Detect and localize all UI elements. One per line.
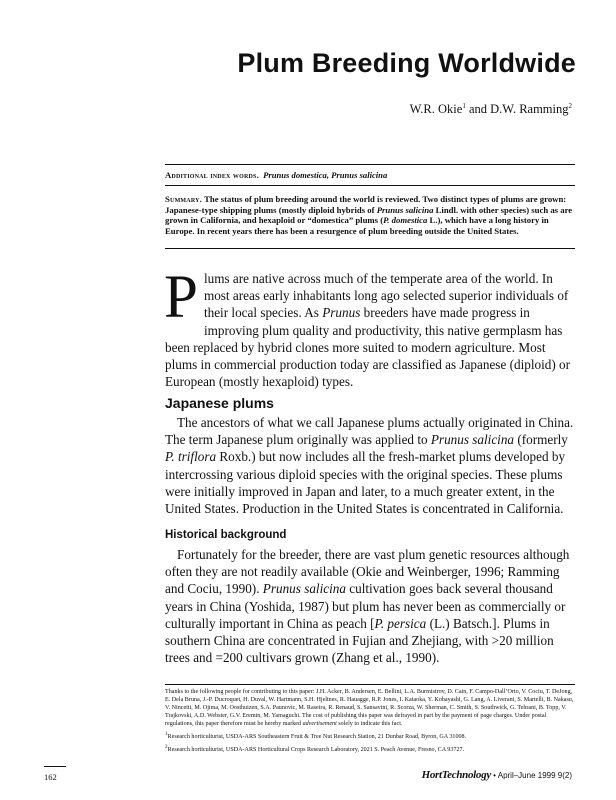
- intro-paragraph: Plums are native across much of the temperate area of the world. In most areas early inhabitants long ago selected superior individuals of their local species. As Prunus breeders have made progress in improving plum quality and productivity, this native germplasm has been replaced by hybrid clones more suited to modern agriculture. Most plums in commercial production today are classified as Japanese (diploid) or European (mostly hexaploid) types.: [164, 264, 571, 390]
- author-line: [410, 102, 572, 117]
- footnote-1: $^1$Research horticulturist, USDA-ARS Southeastern Fruit & Tree Nut Research Station, 21 Dunbar Road, Byron, GA 31008.: [165, 731, 467, 741]
- page-number: 162: [44, 772, 57, 782]
- drop-cap: P: [164, 264, 198, 331]
- author-ramming: D.W. Ramming: [490, 102, 569, 117]
- summary: Summary. The status of plum breeding around the world is reviewed. Two distinct types of plums are grown: Japanese-type shipping plums (mostly diploid hybrids of Prunus salicina Lindl. with other species) such as are grown in California, and hexaploid or “domestica” plums (P. domestica L.), which have a long history in Europe. In recent years there has been a resurgence of plum breeding outside the United States.: [165, 194, 573, 236]
- index-words-label: Additional index words.: [165, 170, 259, 180]
- author-conjunction: and: [465, 102, 491, 117]
- summary-label: Summary.: [165, 194, 203, 204]
- page-number-rule: [44, 766, 66, 767]
- issue-info: • April–June 1999 9(2): [490, 771, 572, 780]
- index-words: [165, 170, 575, 180]
- author-okie-footnote-mark: 1: [462, 102, 466, 110]
- footnote-rule: [165, 684, 575, 685]
- author-okie: W.R. Okie: [409, 102, 463, 117]
- author-ramming-footnote-mark: 2: [568, 102, 572, 110]
- paragraph-japanese-plums: The ancestors of what we call Japanese plums actually originated in China. The term Japanese plum originally was applied to Prunus salicina (formerly P. triflora Roxb.) but now includes all the fresh-market plums developed by intercrossing various diploid species with the original species. These plums were initially improved in Japan and later, to a much greater extent, in the United States. Production in the United States is concentrated in California.: [165, 415, 574, 517]
- paragraph-historical-background: Fortunately for the breeder, there are vast plum genetic resources although often they are not readily available (Okie and Weinberger, 1996; Ramming and Cociu, 1990). Prunus salicina cultivation goes back several thousand years in China (Yoshida, 1987) but plum has never been as commercially or culturally important in China as peach [P. persica (L.) Batsch.]. Plums in southern China are concentrated in Fujian and Zhejiang, with >20 million trees and =200 cultivars grown (Zhang et al., 1990).: [165, 547, 570, 666]
- footnote-2: $^2$Research horticulturist, USDA-ARS Horticultural Crops Research Laboratory, 2021 S. Peach Avenue, Fresno, CA 93727.: [165, 744, 465, 754]
- footnotes: [165, 688, 575, 756]
- top-rule: [165, 164, 575, 165]
- article-title: Plum Breeding Worldwide: [237, 48, 576, 78]
- index-words-rule: [165, 185, 575, 186]
- running-footer: [422, 769, 572, 781]
- index-words-terms: Prunus domestica, Prunus salicina: [263, 170, 388, 180]
- heading-japanese-plums: Japanese plums: [165, 395, 274, 411]
- heading-historical-background: Historical background: [165, 529, 287, 541]
- acknowledgments-footnote: Thanks to the following people for contributing to this paper: J.H. Acker, B. Andersen, E. Bellini, L.A. Burmistrov, D. Cain, F. Campo-Dall’Orto, V. Cociu, T. DeJong, E. Dela Bruna, J.-P. Ducroquet, H. Duval, W. Hartmann, S.H. Hjeltnes, R. Hauagge, R.P. Jones, I. Kataoka, Y. Kobayashi, G. Lang, A. Liverani, S. Martelli, B. Nakasu, V. Nincetti, M. Ojima, M. Oosthuizen, S.A. Paunovic, M. Raseira, R. Renaud, S. Sansavini, R. Scorza, W. Sherman, C. Smith, S. Southwick, G. Tehrani, B. Topp, V. Trajkovski, A.D. Webster, G.V. Eremin, M. Yamaguchi. The cost of publishing this paper was defrayed in part by the payment of page charges. Under postal regulations, this paper therefore must be hereby marked advertisement solely to indicate this fact.: [165, 689, 574, 727]
- journal-name: HortTechnology: [421, 769, 491, 781]
- summary-rule: [165, 248, 575, 249]
